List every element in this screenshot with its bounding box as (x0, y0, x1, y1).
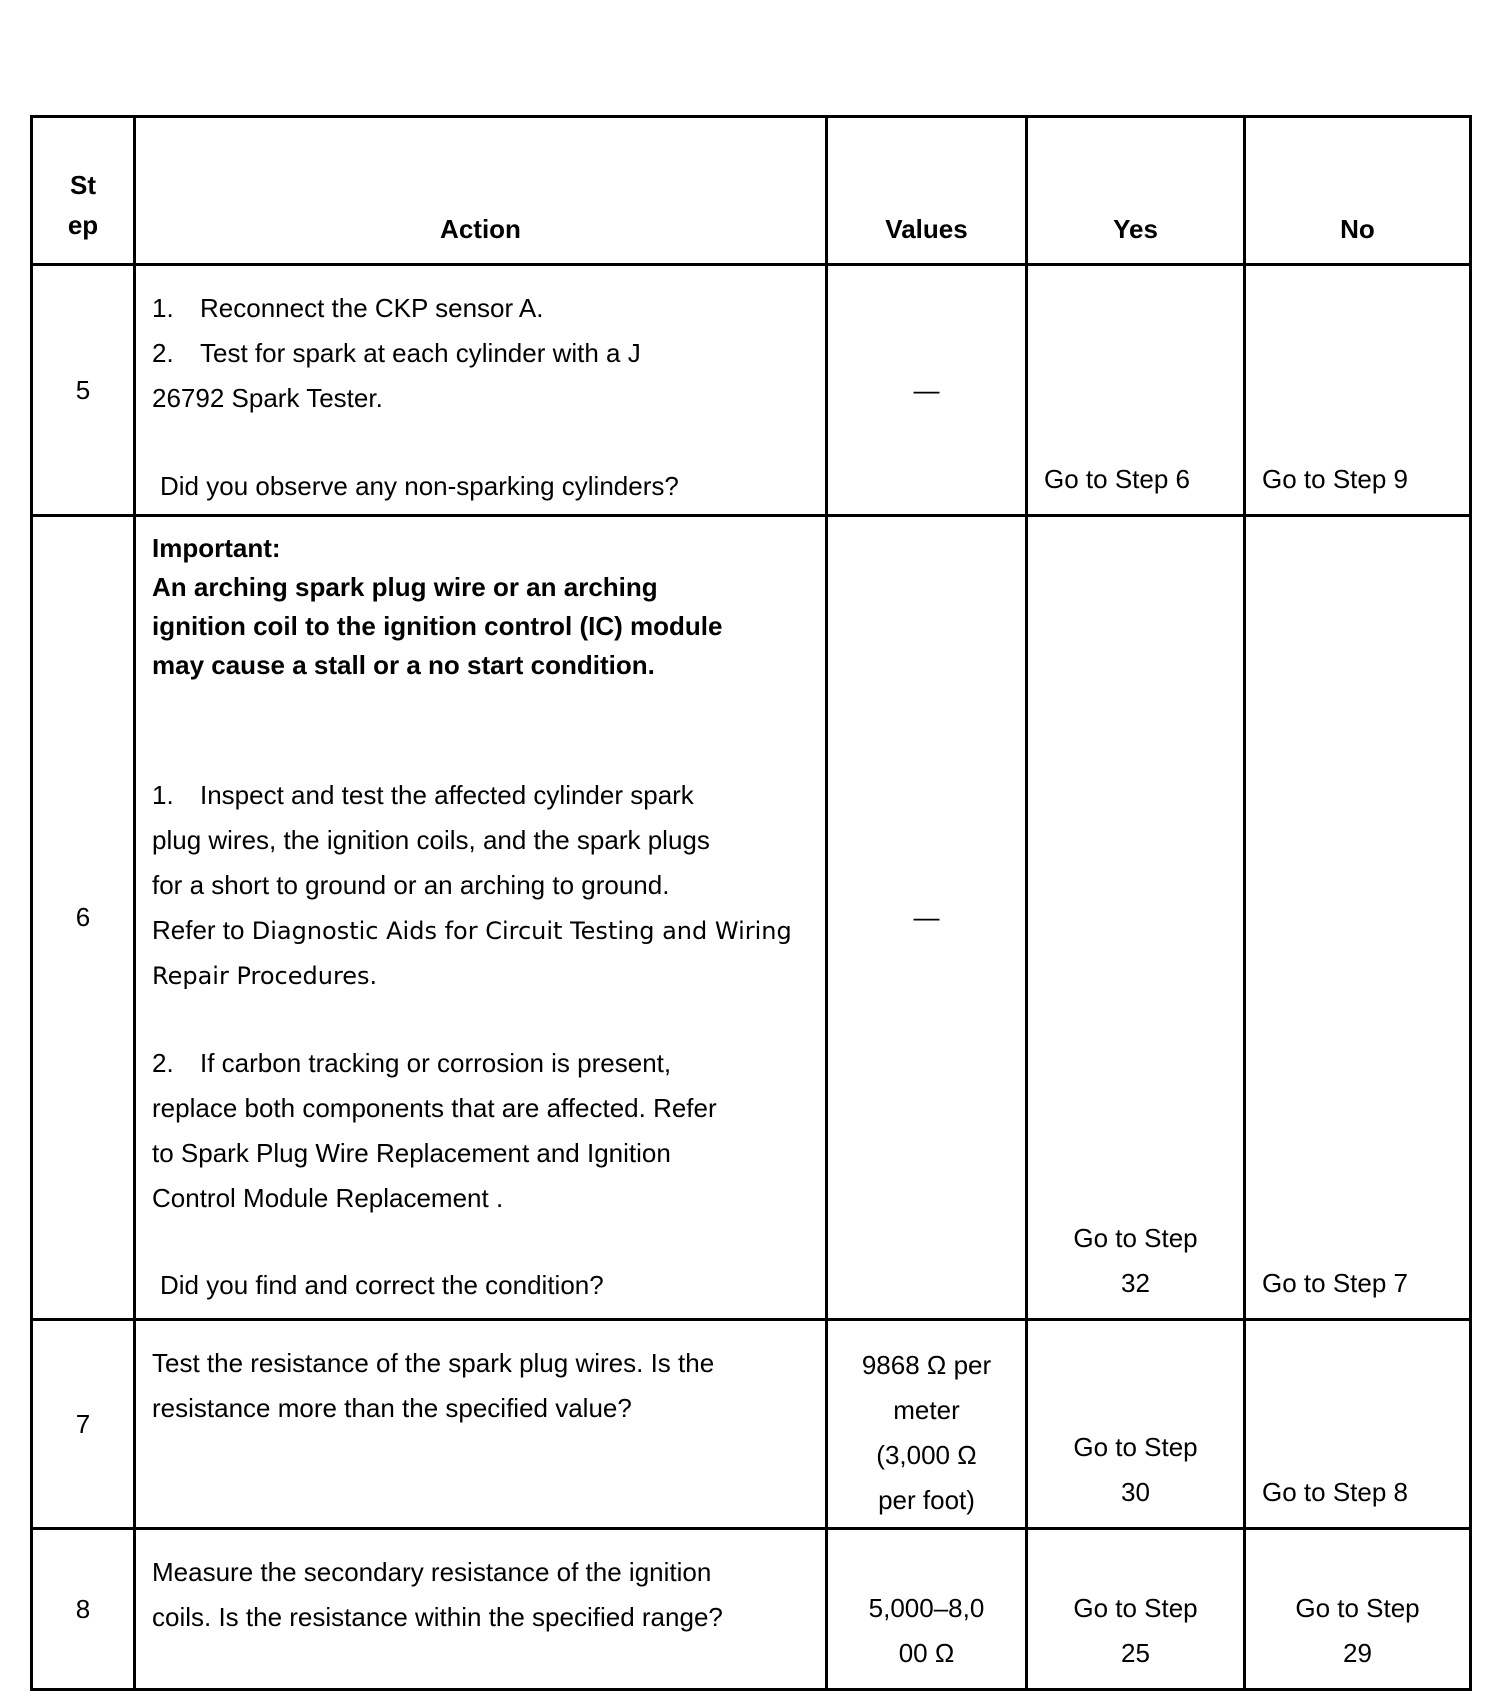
action-item-continued: 26792 Spark Tester. (152, 383, 383, 413)
table-row-step-6 (32, 516, 1471, 1320)
header-action: Action (135, 117, 827, 265)
action-item-2: 2. If carbon tracking or corrosion is present, replace both components that are affected. Refer to Spark Plug Wire Replacement and Ignition Control Module Replacement . (152, 1048, 717, 1213)
no-cell[interactable]: Go to Step 29 (1245, 1529, 1471, 1690)
header-no: No (1245, 117, 1471, 265)
header-values: Values (827, 117, 1027, 265)
header-yes: Yes (1027, 117, 1245, 265)
important-note: Important: An arching spark plug wire or an arching ignition coil to the ignition control (IC) module may cause a stall or a no start condition. (152, 533, 723, 680)
step-number: 5 (32, 265, 135, 516)
action-cell: Measure the secondary resistance of the ignition coils. Is the resistance within the specified range? (135, 1529, 827, 1690)
action-question: Did you find and correct the condition? (160, 1270, 604, 1300)
diagnostic-table (30, 115, 1472, 1691)
values-cell: — (827, 265, 1027, 516)
table-row-step-8 (32, 1529, 1471, 1690)
values-cell: 9868 Ω per meter (3,000 Ω per foot) (827, 1320, 1027, 1529)
no-cell[interactable]: Go to Step 7 (1245, 516, 1471, 1320)
yes-cell[interactable]: Go to Step 32 (1027, 516, 1245, 1320)
action-item: 1. Reconnect the CKP sensor A. (152, 293, 544, 323)
action-cell: Test the resistance of the spark plug wires. Is the resistance more than the specified value? (135, 1320, 827, 1529)
step-number: 8 (32, 1529, 135, 1690)
action-item-1: 1. Inspect and test the affected cylinder spark plug wires, the ignition coils, and the spark plugs for a short to ground or an arching to ground. Refer to Diagnostic Aids for Circuit Testing and Wiring Repair Procedures. (152, 773, 809, 999)
yes-cell[interactable]: Go to Step 6 (1027, 265, 1245, 516)
no-cell[interactable]: Go to Step 8 (1245, 1320, 1471, 1529)
action-cell (135, 265, 827, 516)
values-cell: — (827, 516, 1027, 1320)
header-step: St ep (32, 117, 135, 265)
table-row-step-7 (32, 1320, 1471, 1529)
yes-cell[interactable]: Go to Step 30 (1027, 1320, 1245, 1529)
step-number: 6 (32, 516, 135, 1320)
table-header-row (32, 117, 1471, 265)
diagnostic-aids-link[interactable]: Diagnostic Aids for Circuit Testing and Wiring (251, 917, 792, 945)
step-number: 7 (32, 1320, 135, 1529)
values-cell: 5,000–8,0 00 Ω (827, 1529, 1027, 1690)
diagnostic-aids-link-continued[interactable]: Repair Procedures. (152, 962, 378, 990)
action-cell (135, 516, 827, 1320)
action-item: 2. Test for spark at each cylinder with a J (152, 338, 641, 368)
no-cell[interactable]: Go to Step 9 (1245, 265, 1471, 516)
yes-cell[interactable]: Go to Step 25 (1027, 1529, 1245, 1690)
action-question: Did you observe any non-sparking cylinders? (160, 471, 679, 501)
table-row-step-5 (32, 265, 1471, 516)
